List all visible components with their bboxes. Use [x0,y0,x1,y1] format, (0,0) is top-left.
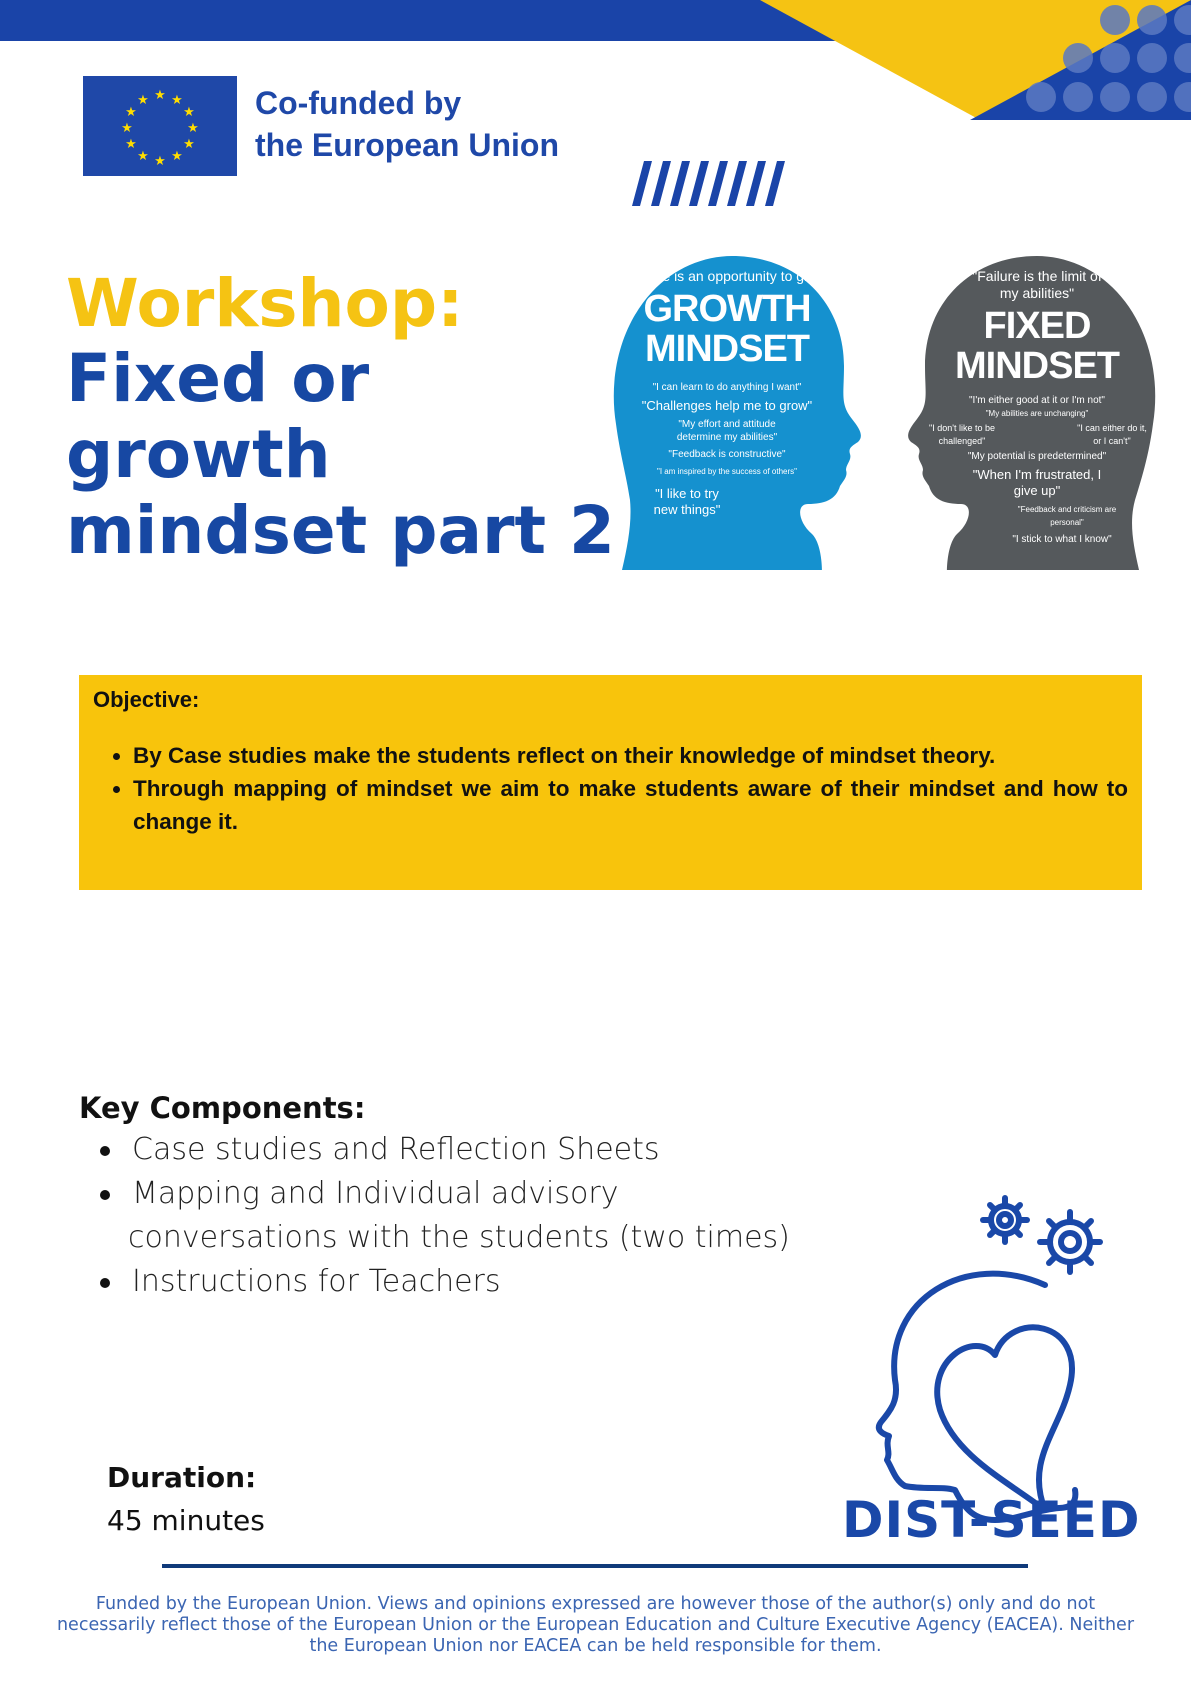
fixed-heading-2: MINDSET [955,345,1119,387]
key-components-list [90,1128,790,1304]
growth-line-5: "I am inspired by the success of others" [657,467,797,476]
svg-text:★: ★ [154,88,166,103]
svg-text:★: ★ [125,137,137,152]
svg-text:★: ★ [171,149,183,164]
growth-line-4: "Feedback is constructive" [668,449,786,460]
growth-line-1: "I can learn to do anything I want" [652,382,802,393]
fixed-line-1: "I'm either good at it or I'm not" [969,395,1105,406]
footer-divider [162,1564,1028,1568]
growth-line-2: "Challenges help me to grow" [641,398,813,413]
dist-seed-head-heart-icon [845,1190,1145,1540]
fixed-line-8: "I stick to what I know" [1012,534,1112,545]
duration-value: 45 minutes [107,1504,265,1537]
objective-box [79,675,1142,890]
key-components-title: Key Components: [79,1091,366,1125]
eu-line-1: Co-funded by [255,85,462,121]
growth-heading-1: GROWTH [643,288,811,330]
objective-title: Objective: [93,687,200,712]
duration-title: Duration: [107,1461,257,1494]
svg-text:★: ★ [125,105,137,120]
svg-text:★: ★ [154,154,166,169]
fixed-mindset-head [897,254,1157,574]
eu-stars-icon [83,76,237,176]
fixed-line-4: "I can either do it, or I can't" [1077,423,1147,446]
objective-item-2: • Through mapping of mindset we aim to make students aware of their mindset and how to change it. [133,772,1128,838]
fixed-quote-top: "Failure is the limit of my abilities" [972,268,1102,301]
fixed-line-6: "When I'm frustrated, I give up" [972,467,1102,498]
fixed-line-7: "Feedback and criticism are personal" [1017,505,1117,527]
svg-text:★: ★ [183,137,195,152]
page-title: Fixed or growth mindset part 2 [66,340,615,569]
fixed-heading-1: FIXED [983,305,1091,347]
slash-decoration [632,161,792,206]
svg-text:★: ★ [137,93,149,108]
fixed-line-2: "My abilities are unchanging" [985,409,1089,418]
svg-text:★: ★ [183,105,195,120]
eu-line-2: the European Union [255,127,559,163]
workshop-label: Workshop: [66,265,464,342]
key-component-item-2-continued: conversations with the students (two times) [128,1220,790,1255]
top-right-decoration [760,0,1191,120]
dist-seed-logo-text: DIST-SEED [842,1491,1141,1549]
growth-quote-top: "Failure is an opportunity to grow" [622,268,832,284]
key-component-item-3: Instructions for Teachers [90,1260,790,1304]
svg-text:★: ★ [137,149,149,164]
objective-item-1: • By Case studies make the students reflect on their knowledge of mindset theory. [133,739,1128,772]
growth-heading-2: MINDSET [645,328,809,370]
growth-line-3: "My effort and attitude determine my abilities" [676,419,778,443]
svg-text:★: ★ [171,93,183,108]
eu-flag [83,76,237,176]
fixed-line-3: "I don't like to be challenged" [929,423,995,446]
key-component-item-1: Case studies and Reflection Sheets [90,1128,790,1172]
growth-line-6: "I like to try new things" [653,486,721,517]
objective-list [93,739,1128,838]
svg-text:★: ★ [121,121,133,136]
key-component-item-2: Mapping and Individual advisory [90,1172,790,1216]
svg-text:★: ★ [187,121,199,136]
funding-disclaimer: Funded by the European Union. Views and opinions expressed are however those of the author(s) only and do not necessarily reflect those of the European Union or the European Education and Culture Executive Agency (EACEA). Neither the European Union nor EACEA can be held responsible for them. [56,1594,1135,1656]
eu-cofunded-text [255,82,559,166]
growth-mindset-head [612,254,872,574]
fixed-line-5: "My potential is predetermined" [967,451,1107,462]
